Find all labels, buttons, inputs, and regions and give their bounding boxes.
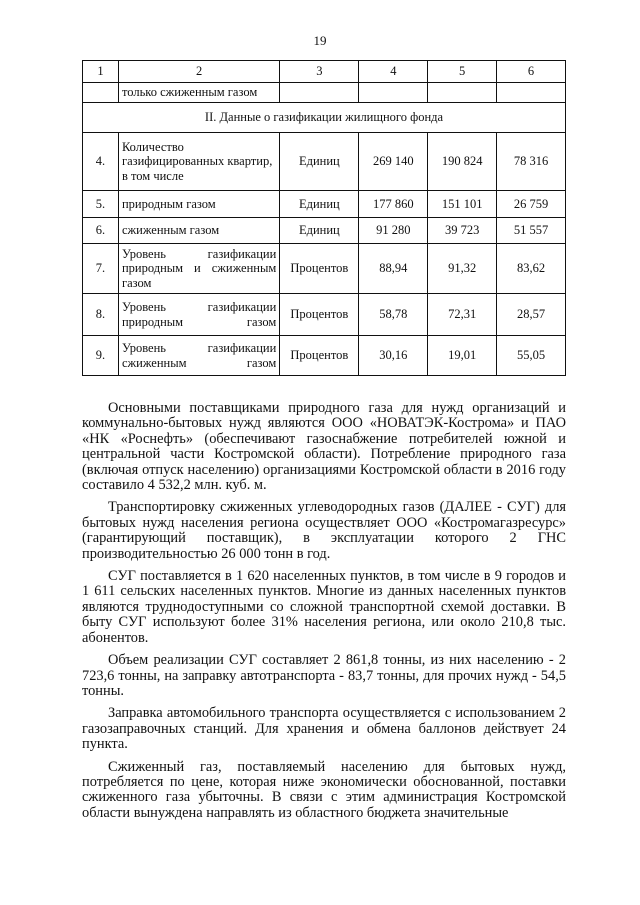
row-value: 91 280 bbox=[359, 218, 428, 244]
row-name: Количество газифицированных квартир, в том числе bbox=[118, 133, 279, 191]
row-number: 5. bbox=[83, 191, 119, 218]
row-name: Уровень газификации природным и сжиженным газом bbox=[118, 244, 279, 294]
table-row bbox=[83, 244, 566, 294]
section-title-row bbox=[83, 103, 566, 133]
body-text bbox=[82, 401, 566, 828]
row-unit: Процентов bbox=[280, 244, 359, 294]
row-unit: Единиц bbox=[280, 191, 359, 218]
row-name: природным газом bbox=[118, 191, 279, 218]
row-number: 4. bbox=[83, 133, 119, 191]
row-value: 58,78 bbox=[359, 294, 428, 336]
row-value: 83,62 bbox=[497, 244, 566, 294]
row-name: Уровень газификации природным газом bbox=[118, 294, 279, 336]
paragraph: Транспортировку сжиженных углеводородных газов (ДАЛЕЕ - СУГ) для бытовых нужд населения региона осуществляет ООО «Костромагазресурс» (гарантирующий поставщик), в эксплуатации которого 2 ГНС производительностью 26 000 тонн в год. bbox=[82, 499, 566, 562]
table-header-row bbox=[83, 61, 566, 83]
row-value: 78 316 bbox=[497, 133, 566, 191]
row-name: Уровень газификации сжиженным газом bbox=[118, 336, 279, 376]
table-row bbox=[83, 191, 566, 218]
header-cell: 4 bbox=[359, 61, 428, 83]
row-number: 9. bbox=[83, 336, 119, 376]
header-cell: 1 bbox=[83, 61, 119, 83]
page-number: 19 bbox=[313, 33, 327, 48]
row-value: 269 140 bbox=[359, 133, 428, 191]
paragraph: Основными поставщиками природного газа для нужд организаций и коммунально-бытовых нужд являются ООО «НОВАТЭК-Кострома» и ПАО «НК «Роснефть» (обеспечивают газоснабжение потребителей южной и центральной части Костромской области). Потребление природного газа (включая отпуск населению) организациями Костромской области в 2016 году составило 4 532,2 млн. куб. м. bbox=[82, 400, 566, 494]
table-row bbox=[83, 294, 566, 336]
header-cell: 2 bbox=[118, 61, 279, 83]
row-name: сжиженным газом bbox=[118, 218, 279, 244]
gasification-table bbox=[82, 60, 566, 376]
table-row bbox=[83, 133, 566, 191]
header-cell: 3 bbox=[280, 61, 359, 83]
row-unit: Единиц bbox=[280, 133, 359, 191]
continuation-text: только сжиженным газом bbox=[118, 83, 279, 103]
row-value: 51 557 bbox=[497, 218, 566, 244]
row-unit: Процентов bbox=[280, 336, 359, 376]
row-value: 55,05 bbox=[497, 336, 566, 376]
row-number: 7. bbox=[83, 244, 119, 294]
table-row bbox=[83, 336, 566, 376]
row-unit: Процентов bbox=[280, 294, 359, 336]
table-row bbox=[83, 218, 566, 244]
row-value: 39 723 bbox=[428, 218, 497, 244]
row-number: 6. bbox=[83, 218, 119, 244]
row-value: 19,01 bbox=[428, 336, 497, 376]
row-value: 28,57 bbox=[497, 294, 566, 336]
row-value: 72,31 bbox=[428, 294, 497, 336]
paragraph: Объем реализации СУГ составляет 2 861,8 тонны, из них населению - 2 723,6 тонны, на заправку автотранспорта - 83,7 тонны, для прочих нужд - 54,5 тонны. bbox=[82, 652, 566, 699]
row-number: 8. bbox=[83, 294, 119, 336]
row-value: 30,16 bbox=[359, 336, 428, 376]
row-value: 151 101 bbox=[428, 191, 497, 218]
row-unit: Единиц bbox=[280, 218, 359, 244]
row-value: 88,94 bbox=[359, 244, 428, 294]
row-value: 91,32 bbox=[428, 244, 497, 294]
row-value: 26 759 bbox=[497, 191, 566, 218]
paragraph: СУГ поставляется в 1 620 населенных пунктов, в том числе в 9 городов и 1 611 сельских населенных пунктов. Многие из данных населенных пунктов являются труднодоступными со сложной транспортной схемой доставки. В быту СУГ используют более 31% населения региона, или около 210,8 тыс. абонентов. bbox=[82, 568, 566, 646]
section-title: II. Данные о газификации жилищного фонда bbox=[83, 103, 566, 133]
table-row bbox=[83, 83, 566, 103]
row-value: 190 824 bbox=[428, 133, 497, 191]
header-cell: 5 bbox=[428, 61, 497, 83]
header-cell: 6 bbox=[497, 61, 566, 83]
paragraph: Сжиженный газ, поставляемый населению для бытовых нужд, потребляется по цене, которая ниже экономически обоснованной, поставки сжиженного газа убыточны. В связи с этим администрация Костромской области вынуждена направлять из областного бюджета значительные bbox=[82, 758, 566, 821]
paragraph: Заправка автомобильного транспорта осуществляется с использованием 2 газозаправочных станций. Для хранения и обмена баллонов действует 24 пункта. bbox=[82, 705, 566, 753]
row-value: 177 860 bbox=[359, 191, 428, 218]
